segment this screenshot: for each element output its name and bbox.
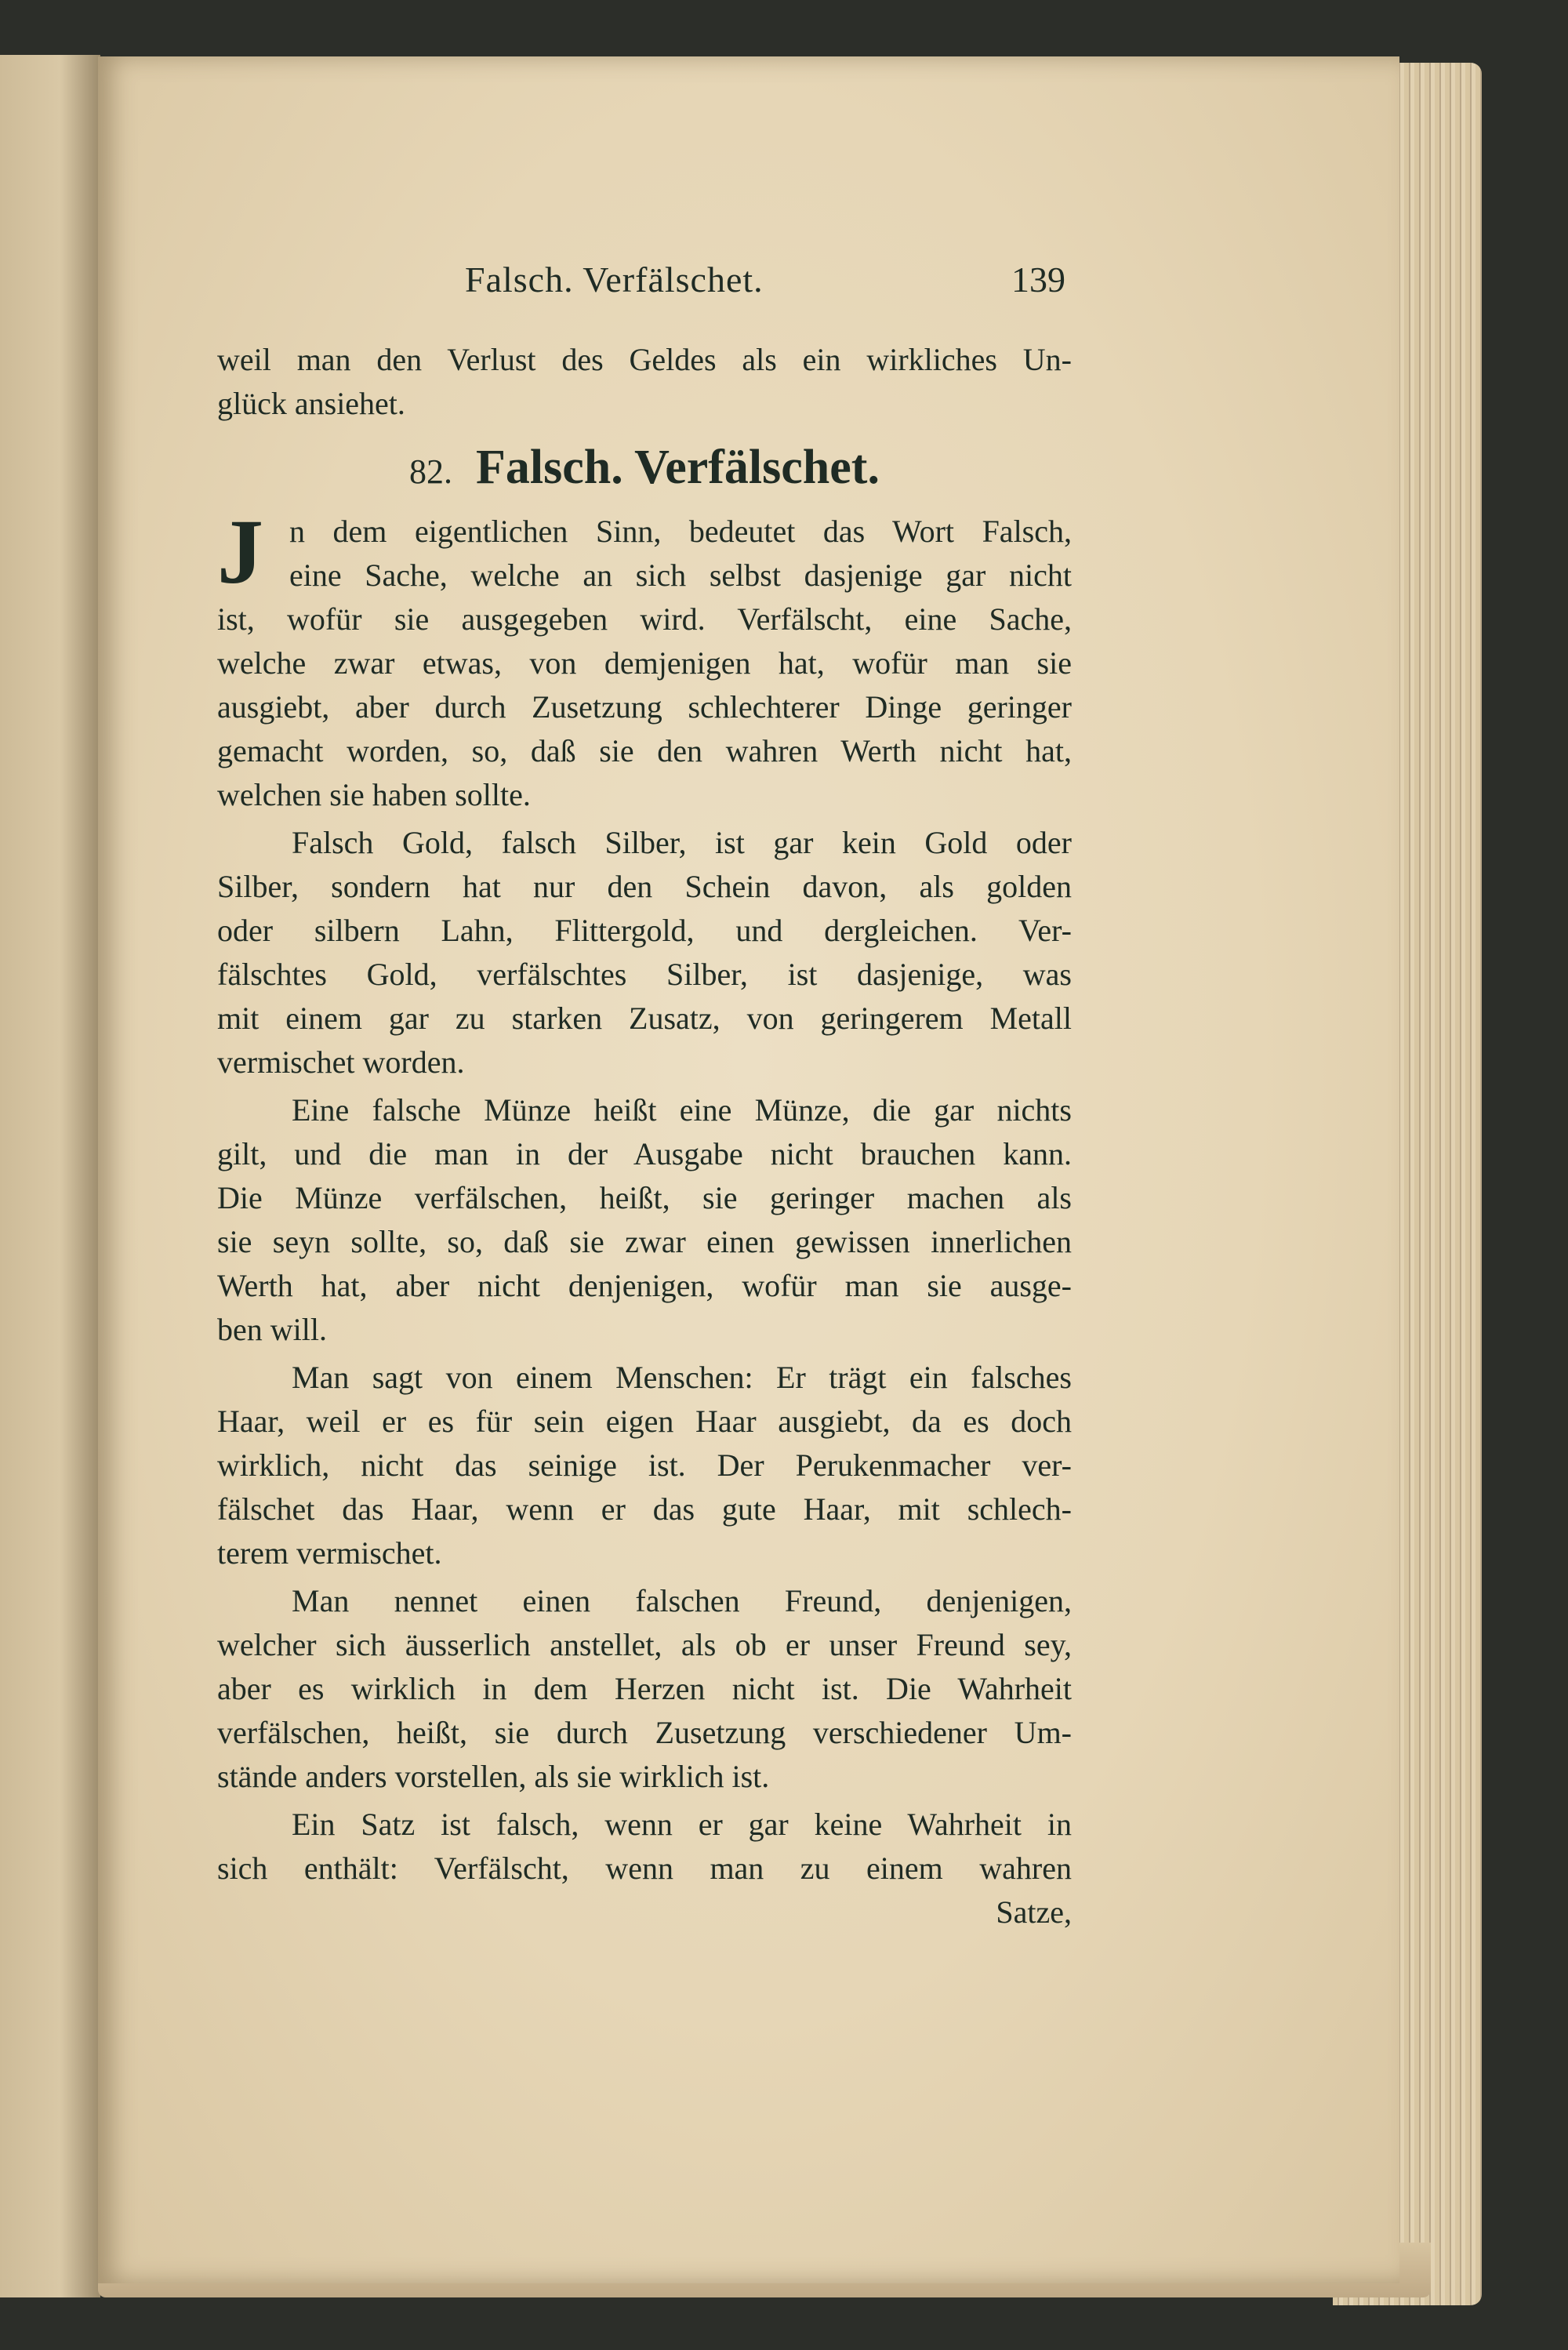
paragraph [217, 1088, 1072, 1352]
text-line: terem vermischet. [217, 1535, 442, 1571]
page-number: 139 [1011, 260, 1065, 300]
drop-cap: J [217, 500, 263, 603]
paragraph [217, 500, 1072, 817]
running-header: Falsch. Verfälschet. [465, 260, 764, 300]
section-title: Falsch. Verfälschet. [476, 441, 880, 494]
paragraph [217, 1803, 1072, 1891]
text-line: ben will. [217, 1312, 327, 1347]
paragraph [217, 821, 1072, 1084]
text-line: fälschet das Haar, wenn er das gute Haar, mit schlech- [217, 1491, 1072, 1527]
text-line: sich enthält: Verfälscht, wenn man zu einem wahren [217, 1851, 1072, 1886]
section-heading [217, 426, 1072, 510]
text-line: Ein Satz ist falsch, wenn er gar keine Wahrheit in [292, 1807, 1072, 1842]
paragraph [217, 1356, 1072, 1575]
text-line: fälschtes Gold, verfälschtes Silber, ist dasjenige, was [217, 957, 1072, 992]
text-line: Eine falsche Münze heißt eine Münze, die gar nichts [292, 1092, 1072, 1128]
text-line: eine Sache, welche an sich selbst dasjenige gar nicht [289, 558, 1072, 593]
text-line: sie seyn sollte, so, daß sie zwar einen gewissen innerlichen [217, 1224, 1072, 1259]
text-line: vermischet worden. [217, 1044, 465, 1080]
catchword: Satze, [996, 1894, 1072, 1930]
text-line: oder silbern Lahn, Flittergold, und dergleichen. Ver- [217, 913, 1072, 948]
text-line: verfälschen, heißt, sie durch Zusetzung verschiedener Um- [217, 1715, 1072, 1750]
text-line: gemacht worden, so, daß sie den wahren Werth nicht hat, [217, 733, 1072, 768]
text-line: welche zwar etwas, von demjenigen hat, wofür man sie [217, 645, 1072, 681]
text-line: Haar, weil er es für sein eigen Haar ausgiebt, da es doch [217, 1404, 1072, 1439]
text-line: gilt, und die man in der Ausgabe nicht brauchen kann. [217, 1136, 1072, 1171]
text-line: weil man den Verlust des Geldes als ein wirkliches Un- [217, 342, 1072, 377]
text-line: Werth hat, aber nicht denjenigen, wofür man sie ausge- [217, 1268, 1072, 1303]
facing-page-edge [0, 55, 100, 2297]
text-line: Man nennet einen falschen Freund, denjenigen, [292, 1583, 1072, 1618]
text-line: mit einem gar zu starken Zusatz, von geringerem Metall [217, 1001, 1072, 1036]
text-line: Falsch Gold, falsch Silber, ist gar kein Gold oder [292, 825, 1072, 860]
text-line: Die Münze verfälschen, heißt, sie geringer machen als [217, 1180, 1072, 1215]
text-line: ausgiebt, aber durch Zusetzung schlechterer Dinge geringer [217, 689, 1072, 725]
paragraph [217, 1579, 1072, 1799]
text-line: stände anders vorstellen, als sie wirklich ist. [217, 1759, 770, 1794]
text-line: welchen sie haben sollte. [217, 777, 531, 812]
text-line: n dem eigentlichen Sinn, bedeutet das Wort Falsch, [289, 514, 1072, 549]
text-line: wirklich, nicht das seinige ist. Der Perukenmacher ver- [217, 1447, 1072, 1483]
continued-paragraph [217, 338, 1072, 426]
section-number: 82. [409, 452, 453, 491]
text-line: Man sagt von einem Menschen: Er trägt ein falsches [292, 1360, 1072, 1395]
text-line: glück ansiehet. [217, 386, 405, 421]
text-line: welcher sich äusserlich anstellet, als ob er unser Freund sey, [217, 1627, 1072, 1662]
text-line: aber es wirklich in dem Herzen nicht ist. Die Wahrheit [217, 1671, 1072, 1706]
paragraphs [217, 500, 1072, 1891]
text-line: ist, wofür sie ausgegeben wird. Verfälscht, eine Sache, [217, 601, 1072, 637]
page-body [217, 338, 1072, 1934]
text-line: Silber, sondern hat nur den Schein davon, als golden [217, 869, 1072, 904]
